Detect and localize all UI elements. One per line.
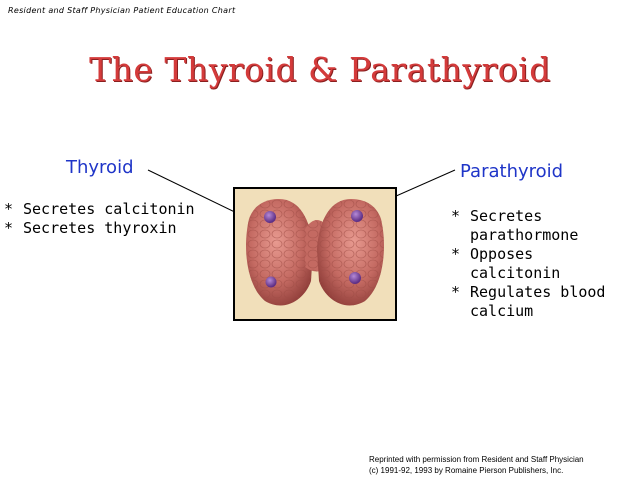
parathyroid-gland-lower-right [349, 272, 361, 284]
bullet-text-line1: Secretes [470, 207, 543, 225]
bullet-text-line1: Regulates blood [470, 283, 606, 301]
page-title: The Thyroid & Parathyroid [89, 50, 551, 89]
bullet-text: Secretes thyroxin [23, 219, 177, 237]
list-item [451, 207, 605, 245]
thyroid-illustration-frame [233, 187, 397, 321]
credit-notice [369, 454, 584, 476]
thyroid-illustration [235, 189, 395, 319]
chart-header: Resident and Staff Physician Patient Education Chart [8, 6, 236, 15]
thyroid-label: Thyroid [66, 157, 134, 178]
credit-line-2: (c) 1991-92, 1993 by Romaine Pierson Publishers, Inc. [369, 466, 564, 475]
list-item [4, 200, 195, 219]
bullet-star: * [451, 207, 461, 225]
bullet-text-line1: Opposes [470, 245, 534, 263]
list-item [451, 283, 605, 321]
thyroid-bullet-list [4, 200, 195, 238]
bullet-star: * [4, 200, 14, 218]
credit-line-1: Reprinted with permission from Resident and Staff Physician [369, 455, 584, 464]
parathyroid-gland-upper-left [264, 211, 276, 223]
parathyroid-gland-upper-right [351, 210, 363, 222]
bullet-text-line2: calcium [470, 302, 534, 320]
bullet-star: * [451, 245, 461, 263]
list-item [4, 219, 195, 238]
bullet-text-line2: calcitonin [470, 264, 561, 282]
parathyroid-gland-lower-left [266, 277, 277, 288]
parathyroid-label: Parathyroid [460, 161, 564, 182]
bullet-text-line2: parathormone [470, 226, 579, 244]
bullet-star: * [4, 219, 14, 237]
list-item [451, 245, 605, 283]
bullet-star: * [451, 283, 461, 301]
bullet-text: Secretes calcitonin [23, 200, 195, 218]
parathyroid-bullet-list [451, 207, 605, 321]
